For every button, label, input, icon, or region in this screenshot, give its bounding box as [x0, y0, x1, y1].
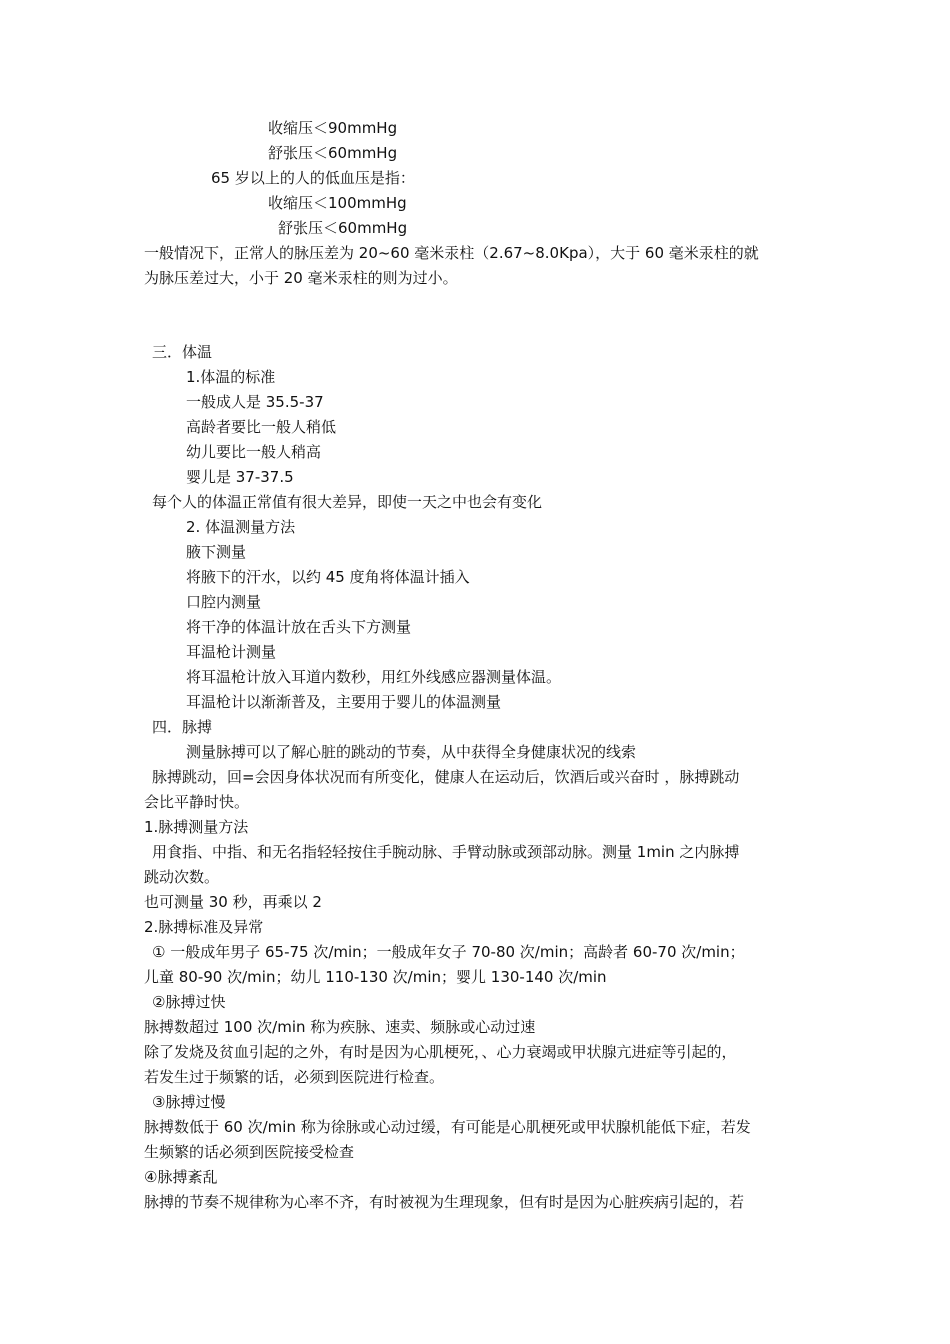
text-line: 生频繁的话必须到医院接受检查: [144, 1143, 355, 1161]
subsection-heading: 1.体温的标准: [186, 368, 276, 386]
text-line: ②脉搏过快: [152, 993, 226, 1011]
text-line: 为脉压差过大，小于 20 毫米汞柱的则为过小。: [144, 269, 458, 287]
text-line: 65 岁以上的人的低血压是指：: [211, 169, 415, 187]
subsection-heading: 2. 体温测量方法: [186, 518, 296, 536]
text-line: 将干净的体温计放在舌头下方测量: [186, 618, 412, 636]
text-line: 脉搏跳动，回=会因身体状况而有所变化，健康人在运动后，饮酒后或兴奋时 ，脉搏跳动: [152, 768, 740, 786]
text-line: 将腋下的汗水，以约 45 度角将体温计插入: [186, 568, 470, 586]
subsection-heading: 1.脉搏测量方法: [144, 818, 249, 836]
text-line: 收缩压＜100mmHg: [268, 194, 407, 212]
section-heading: 四．脉搏: [152, 718, 213, 736]
subsection-heading: 2.脉搏标准及异常: [144, 918, 264, 936]
text-line: 每个人的体温正常值有很大差异，即使一天之中也会有变化: [152, 493, 543, 511]
text-line: 耳温枪计测量: [186, 643, 277, 661]
text-line: 用食指、中指、和无名指轻轻按住手腕动脉、手臂动脉或颈部动脉。测量 1min 之内脉搏: [152, 843, 740, 861]
text-line: 除了发烧及贫血引起的之外，有时是因为心肌梗死，、心力衰竭或甲状腺亢进症等引起的，: [144, 1043, 737, 1061]
text-line: ① 一般成年男子 65-75 次/min；一般成年女子 70-80 次/min；高龄者 60-70 次/min；: [152, 943, 745, 961]
text-line: 幼儿要比一般人稍高: [186, 443, 322, 461]
text-line: 婴儿是 37-37.5: [186, 468, 294, 486]
text-line: 舒张压＜60mmHg: [278, 219, 408, 237]
text-line: 会比平静时快。: [144, 793, 250, 811]
text-line: 舒张压＜60mmHg: [268, 144, 398, 162]
text-line: 脉搏数超过 100 次/min 称为疾脉、速卖、频脉或心动过速: [144, 1018, 536, 1036]
text-line: 将耳温枪计放入耳道内数秒，用红外线感应器测量体温。: [186, 668, 562, 686]
text-line: 收缩压＜90mmHg: [268, 119, 398, 137]
text-line: 一般情况下，正常人的脉压差为 20~60 毫米汞柱（2.67~8.0Kpa），大于 60 毫米汞柱的就: [144, 244, 759, 262]
text-line: 跳动次数。: [144, 868, 220, 886]
text-line: 高龄者要比一般人稍低: [186, 418, 337, 436]
text-line: 脉搏的节奏不规律称为心率不齐，有时被视为生理现象，但有时是因为心脏疾病引起的，若: [144, 1193, 745, 1211]
text-line: 测量脉搏可以了解心脏的跳动的节奏，从中获得全身健康状况的线索: [186, 743, 637, 761]
text-line: 也可测量 30 秒，再乘以 2: [144, 893, 322, 911]
text-line: ③脉搏过慢: [152, 1093, 226, 1111]
text-line: ④脉搏紊乱: [144, 1168, 218, 1186]
text-line: 口腔内测量: [186, 593, 262, 611]
text-line: 脉搏数低于 60 次/min 称为徐脉或心动过缓，有可能是心肌梗死或甲状腺机能低下症，若发: [144, 1118, 751, 1136]
text-line: 若发生过于频繁的话，必须到医院进行检查。: [144, 1068, 445, 1086]
text-line: 腋下测量: [186, 543, 247, 561]
text-line: 耳温枪计以渐渐普及，主要用于婴儿的体温测量: [186, 693, 502, 711]
text-line: 一般成人是 35.5-37: [186, 393, 324, 411]
text-line: 儿童 80-90 次/min；幼儿 110-130 次/min；婴儿 130-140 次/min: [144, 968, 607, 986]
section-heading: 三．体温: [152, 343, 213, 361]
